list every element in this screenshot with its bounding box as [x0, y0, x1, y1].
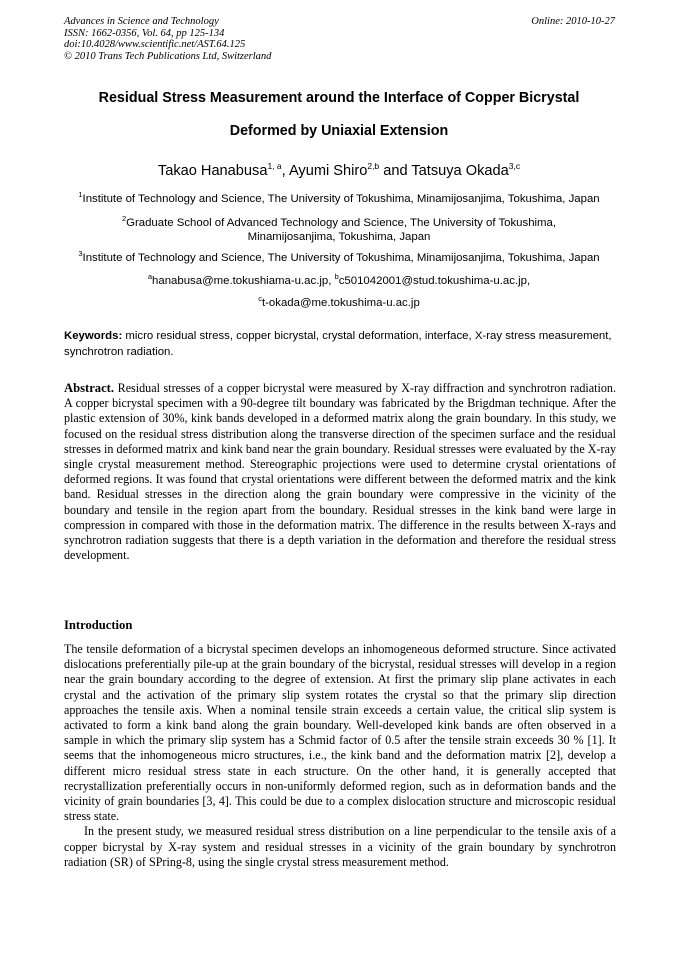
author-list: [40, 157, 638, 180]
doi-line: doi:10.4028/www.scientific.net/AST.64.125: [64, 39, 246, 51]
affiliation-3-sup: 3: [78, 249, 83, 258]
affiliation-1-text: Institute of Technology and Science, The University of Tokushima, Minamijosanjima, Tokushima, Japan: [82, 192, 600, 205]
journal-name: Advances in Science and Technology: [64, 16, 219, 27]
keywords-label: Keywords:: [64, 330, 123, 342]
email-a-sup: a: [147, 272, 153, 281]
author-1: Takao Hanabusa: [157, 162, 268, 179]
author-2-sup: 2,b: [367, 161, 380, 171]
introduction-paragraph-2: In the present study, we measured residual stress distribution on a line perpendicular to the tensile axis of a copper bicrystal by X-ray system and residual stresses in a vicinity of the grain boundary by synchrotron radiation (SR) of SPring-8, using the single crystal stress measurement method.: [64, 824, 616, 869]
abstract-text: Residual stresses of a copper bicrystal were measured by X-ray diffraction and synchrotron radiation. A copper bicrystal specimen with a 90-degree tilt boundary was fabricated by the Brigdman technique. After the plastic extension of 30%, kink bands developed in a deformed matrix along the grain boundary. In this study, we focused on the residual stress distribution along the transverse direction of the specimen surface and the residual stresses in deformed matrix and kink band near the grain boundary. Residual stresses were evaluated by the X-ray single crystal measurement method. Stereographic projections were used to determine crystal orientations of deformed regions. It was found that crystal orientations were different between the deformed matrix and the kink band. Residual stresses in the direction along the grain boundary were compressive in the vicinity of the boundary and tensile in the region apart from the boundary. Residual stresses in the kink band were large in compression in compared with those in the deformation matrix. The difference in the results between X-rays and synchrotron radiation suggests that there is a depth variation in the deformation and therefore the residual stress development.: [64, 381, 616, 563]
author-1-sup: 1, a: [267, 161, 282, 171]
paper-title-line2: Deformed by Uniaxial Extension: [229, 123, 449, 139]
affiliation-2-sup: 2: [121, 214, 127, 223]
keywords-text: micro residual stress, copper bicrystal, crystal deformation, interface, X-ray stress measurement, synchrotron radiation.: [64, 330, 612, 358]
email-c: t-okada@me.tokushima-u.ac.jp: [261, 296, 420, 309]
journal-header: [64, 16, 271, 62]
introduction-paragraph-1: The tensile deformation of a bicrystal specimen develops an inhomogeneous deformed structure. Since activated dislocations preferentially pile-up at the grain boundary of the bicrystal, residual stresses will develop in a region near the grain boundary according to the degree of extension. At first the primary slip plane activates in each crystal and the activation of the primary slip system rotates the crystal so that the primary slip direction approaches the tensile axis. When a nominal tensile strain exceeds a certain value, the critical slip system is activated to form a kink band along the grain boundary. Well-developed kink bands are often observed in a sample in which the primary slip system has a Schmid factor of 0.5 after the tensile strain exceeds 30 % [1]. It seems that the inhomogeneous micro structures, i.e., the kink band and the deformation matrix [2], develop a different micro residual stress state in each structure. On the other hand, it is generally accepted that recrystallization preferentially occurs in non-uniformly deformed region, such as in deformation bands and the vicinity of grain boundaries [3, 4]. This could be due to a complex dislocation structure and microscopic residual stress state.: [64, 642, 616, 824]
copyright-line: © 2010 Trans Tech Publications Ltd, Switzerland: [64, 50, 272, 62]
affiliation-1-sup: 1: [78, 190, 83, 199]
abstract-label: Abstract.: [64, 381, 115, 395]
issn-line: ISSN: 1662-0356, Vol. 64, pp 125-134: [64, 27, 225, 39]
email-line-1: [40, 270, 638, 288]
affiliation-2: [40, 212, 638, 230]
author-2: Ayumi Shiro: [288, 162, 368, 179]
email-b-sup: b: [334, 272, 339, 281]
keywords: [64, 329, 616, 360]
email-line-2: [40, 292, 638, 310]
online-date: Online: 2010-10-27: [531, 16, 615, 27]
affiliation-3: [40, 247, 638, 265]
author-3: Tatsuya Okada: [411, 162, 509, 179]
affiliation-1: [40, 188, 638, 206]
author-sep-1: ,: [281, 162, 289, 179]
author-sep-2: and: [379, 162, 412, 179]
abstract: [64, 381, 616, 563]
affiliation-2-text-line1: Graduate School of Advanced Technology and Science, The University of Tokushima,: [126, 216, 557, 229]
introduction-heading: Introduction: [64, 618, 133, 632]
paper-title-line1: Residual Stress Measurement around the Interface of Copper Bicrystal: [98, 90, 580, 106]
introduction-body: [64, 642, 616, 870]
email-b: c501042001@stud.tokushima-u.ac.jp,: [338, 274, 531, 287]
affiliation-3-text: Institute of Technology and Science, The University of Tokushima, Minamijosanjima, Tokushima, Japan: [82, 251, 600, 264]
email-a: hanabusa@me.tokushiama-u.ac.jp,: [152, 274, 335, 287]
author-3-sup: 3,c: [508, 161, 521, 171]
affiliation-2-line2: Minamijosanjima, Tokushima, Japan: [247, 231, 431, 243]
email-c-sup: c: [258, 294, 262, 303]
